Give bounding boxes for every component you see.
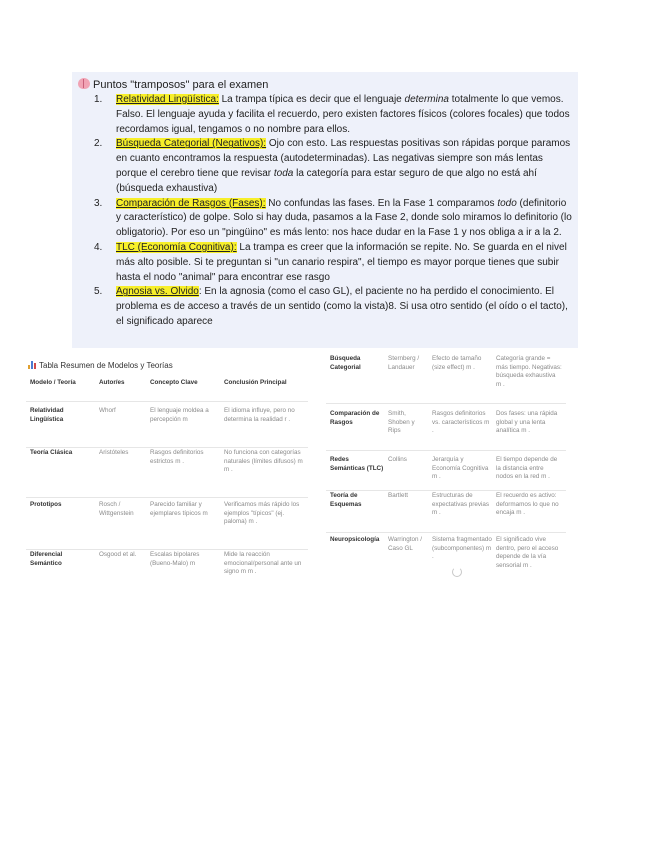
item-number: 5. <box>94 286 103 298</box>
item-number: 1. <box>94 94 103 105</box>
table-cell: El recuerdo es activo: deformamos lo que no encaja m . <box>496 492 559 517</box>
row-divider <box>326 450 566 451</box>
table-header-cell: Conclusión Principal <box>224 379 287 386</box>
table-cell: Búsqueda Categorial <box>330 355 361 371</box>
item-number: 2. <box>94 138 103 150</box>
table-cell: Smith, Shoben y Rips <box>388 410 415 435</box>
list-item <box>94 285 574 329</box>
tricky-points-list <box>94 93 574 330</box>
list-item <box>94 241 574 285</box>
item-emphasis: toda <box>273 167 294 179</box>
table-header-cell: Autor/es <box>99 379 125 386</box>
row-divider <box>326 490 566 491</box>
table-cell: Rasgos definitorios vs. característicos m . <box>432 410 490 435</box>
item-text: la categoría para estar seguro de que algo no está ahí (búsqueda exhaustiva) <box>116 167 537 194</box>
table-cell: Osgood et al. <box>99 551 137 558</box>
item-text: No confundas las fases. En la Fase 1 comparamos <box>265 197 498 209</box>
table-cell: Dos fases: una rápida global y una lenta analítica m . <box>496 410 558 435</box>
highlighted-term: Comparación de Rasgos (Fases): <box>116 197 266 209</box>
table-cell: Rasgos definitorios estrictos m . <box>150 449 204 465</box>
table-cell: Rosch / Wittgenstein <box>99 501 134 517</box>
loading-spinner-icon <box>452 567 462 577</box>
table-cell: Teoría de Esquemas <box>330 492 362 508</box>
table-cell: Neuropsicología <box>330 536 380 543</box>
summary-table-left <box>14 353 312 587</box>
table-cell: Verificamos más rápido los ejemplos "típicos" (ej. paloma) m . <box>224 501 300 526</box>
table-title-row <box>28 361 173 370</box>
item-text: Ojo con esto. Las respuestas positivas son rápidas porque paramos en cuanto encontramos la respuesta (autodeterminadas). Las negativas siempre son más lentas porque el cerebro tiene que revisar <box>116 138 571 179</box>
item-text: (definitorio y característico) de golpe. Solo si hay duda, pasamos a la Fase 2, donde solo miramos lo definitorio (lo obligatorio). Por eso un "pingüino" es más lento: nos hace dudar en la Fase 1 y nos obliga a ir a la 2. <box>116 197 572 239</box>
table-cell: Relatividad Lingüística <box>30 407 64 423</box>
table-cell: Collins <box>388 456 407 463</box>
table-cell: El lenguaje moldea a percepción m <box>150 407 209 423</box>
table-cell: Comparación de Rasgos <box>330 410 380 426</box>
table-cell: Mide la reacción emocional/personal ante un signo m m . <box>224 551 302 576</box>
highlighted-term: Agnosia vs. Olvido <box>116 286 199 298</box>
table-cell: Aristóteles <box>99 449 129 456</box>
table-cell: Prototipos <box>30 501 62 508</box>
brain-icon <box>78 78 90 89</box>
table-cell: Estructuras de expectativas previas m . <box>432 492 490 517</box>
highlighted-term: Búsqueda Categorial (Negativos): <box>116 138 267 150</box>
table-cell: El idioma influye, pero no determina la realidad r . <box>224 407 295 423</box>
list-item <box>94 137 574 196</box>
table-cell: Warrington / Caso GL <box>388 536 423 552</box>
table-cell: Categoría grande = más tiempo. Negativas: búsqueda exhaustiva m . <box>496 355 562 388</box>
item-text: La trampa es creer que la información se repite. No. Se guarda en el nivel más alto posible. Si te preguntan si "un canario respira", el tiempo es mayor porque tienes que subir hasta el nodo "animal" para encontrar ese rasgo <box>116 241 567 283</box>
table-header-cell: Modelo / Teoría <box>30 379 76 386</box>
bar-chart-icon <box>28 361 36 369</box>
table-cell: Sternberg / Landauer <box>388 355 420 371</box>
item-emphasis: determina <box>404 94 449 105</box>
table-cell: Sistema fragmentado (subcomponentes) m . <box>432 536 492 561</box>
table-cell: Teoría Clásica <box>30 449 73 456</box>
item-number: 3. <box>94 197 103 209</box>
item-text: : En la agnosia (como el caso GL), el paciente no ha perdido el conocimiento. El problema es de acceso a través de un sentido (como la vista)8. Si usa otro sentido (el oído o el tacto), el significado aparece <box>116 286 568 327</box>
row-divider <box>26 447 308 448</box>
summary-table-right <box>318 350 636 580</box>
table-cell: Diferencial Semántico <box>30 551 63 567</box>
item-text: La trampa típica es decir que el lenguaje <box>218 94 405 105</box>
item-text: totalmente lo que vemos. Falso. El lenguaje ayuda y facilita el recuerdo, pero existen factores físicos (colores focales) que todos recordamos igual, tengamos o no nombre para ellos. <box>116 94 570 135</box>
item-number: 4. <box>94 241 103 253</box>
table-title: Tabla Resumen de Modelos y Teorías <box>39 361 173 370</box>
table-cell: No funciona con categorías naturales (límites difusos) m m . <box>224 449 303 474</box>
table-cell: Jerarquía y Economía Cognitiva m . <box>432 456 489 481</box>
list-item <box>94 93 574 137</box>
notes-title-row <box>78 78 268 91</box>
table-cell: El significado vive dentro, pero el acceso depende de la vía sensorial m . <box>496 536 559 569</box>
table-cell: Efecto de tamaño (size effect) m . <box>432 355 482 371</box>
tricky-points-panel <box>72 72 578 348</box>
table-header-cell: Concepto Clave <box>150 379 198 386</box>
table-cell: Redes Semánticas (TLC) <box>330 456 384 472</box>
table-cell: Escalas bipolares (Bueno-Malo) m <box>150 551 200 567</box>
highlighted-term: Relatividad Lingüística: <box>116 94 219 105</box>
row-divider <box>326 403 566 404</box>
table-cell: Parecido familiar y ejemplares típicos m <box>150 501 208 517</box>
row-divider <box>26 549 308 550</box>
table-cell: Whorf <box>99 407 116 414</box>
notes-title: Puntos "tramposos" para el examen <box>93 79 269 91</box>
row-divider <box>26 497 308 498</box>
row-divider <box>326 532 566 533</box>
list-item <box>94 197 574 241</box>
row-divider <box>26 401 308 402</box>
table-cell: Bartlett <box>388 492 408 499</box>
item-emphasis: todo <box>497 197 517 209</box>
highlighted-term: TLC (Economía Cognitiva): <box>116 241 237 253</box>
table-cell: El tiempo depende de la distancia entre nodos en la red m . <box>496 456 558 481</box>
